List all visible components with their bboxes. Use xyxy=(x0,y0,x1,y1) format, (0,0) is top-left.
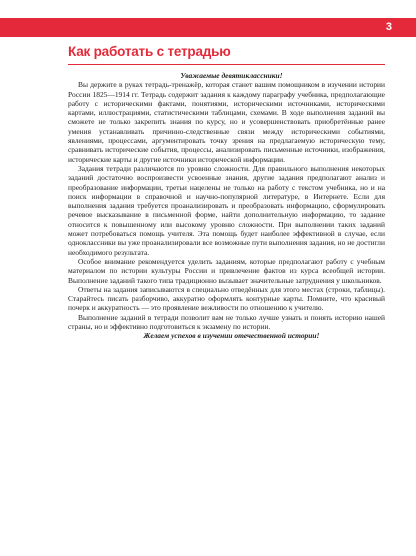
salutation: Уважаемые девятиклассники! xyxy=(180,71,283,80)
page-title: Как работать с тетрадью xyxy=(68,44,231,59)
paragraph: Вы держите в руках тетрадь-тренажёр, которая станет вашим помощником в изучении истории России 1825—1914 гг. Тетрадь содержит задания к каждому параграфу учебника, предполагающие работу с историческими фактами, понятиями, историческими источниками, историческими картами, иллюстрациями, статистическими таблицами, схемами. В ходе выполнения заданий вы сможете не только закрепить знания по курсу, но и усовершенствовать приобретённые ранее умения устанавливать причинно-следственные связи между историческими событиями, явлениями, процессами, аргументировать точку зрения на предлагаемую историческую тему, сравнивать исторические события, процессы, анализировать письменные источники, изображения, исторические карты и другие источники исторической информации. xyxy=(68,80,385,164)
page-number: 3 xyxy=(385,21,392,33)
paragraph: Особое внимание рекомендуется уделить заданиям, которые предполагают работу с учебным материалом по истории культуры России и привлечение фактов из курса всеобщей истории. Выполнение заданий такого типа традиционно вызывает значительные затруднения у школьников. xyxy=(68,256,385,285)
header-bar xyxy=(0,18,416,37)
closing-wish: Желаем успехов в изучении отечественной истории! xyxy=(143,331,320,341)
paragraph: Задания тетради различаются по уровню сложности. Для правильного выполнения некоторых заданий достаточно воспроизвести усвоенные знания, другие задания предполагают анализ и преобразование информации, третьи нацелены не только на работу с текстом учебника, но и на поиск информации в справочной и научно-популярной литературе, в Интернете. Если для выполнения задания требуется проанализировать и преобразовать информацию, сформулировать речевое высказывание в письменной форме, найти дополнительную информацию, то задание относится к повышенному или высокому уровню сложности. При выполнении таких заданий может потребоваться помощь учителя. Эта помощь будет наиболее эффективной в случае, если одноклассники вы уже проанализировали все возможные пути выполнения задания, но не достигли необходимого результата. xyxy=(68,163,385,257)
title-underline xyxy=(68,64,385,65)
paragraph: Ответы на задания записываются в специально отведённых для этого местах (строки, таблицы). Старайтесь писать разборчиво, аккуратно оформлять контурные карты. Помните, что красивый почерк и аккуратность — это проявление вежливости по отношению к учителю. xyxy=(68,284,385,313)
paragraph: Выполнение заданий в тетради позволит вам не только лучше узнать и понять историю нашей страны, но и эффективно подготовиться к экзамену по истории. xyxy=(68,312,385,332)
body-text xyxy=(68,71,385,341)
